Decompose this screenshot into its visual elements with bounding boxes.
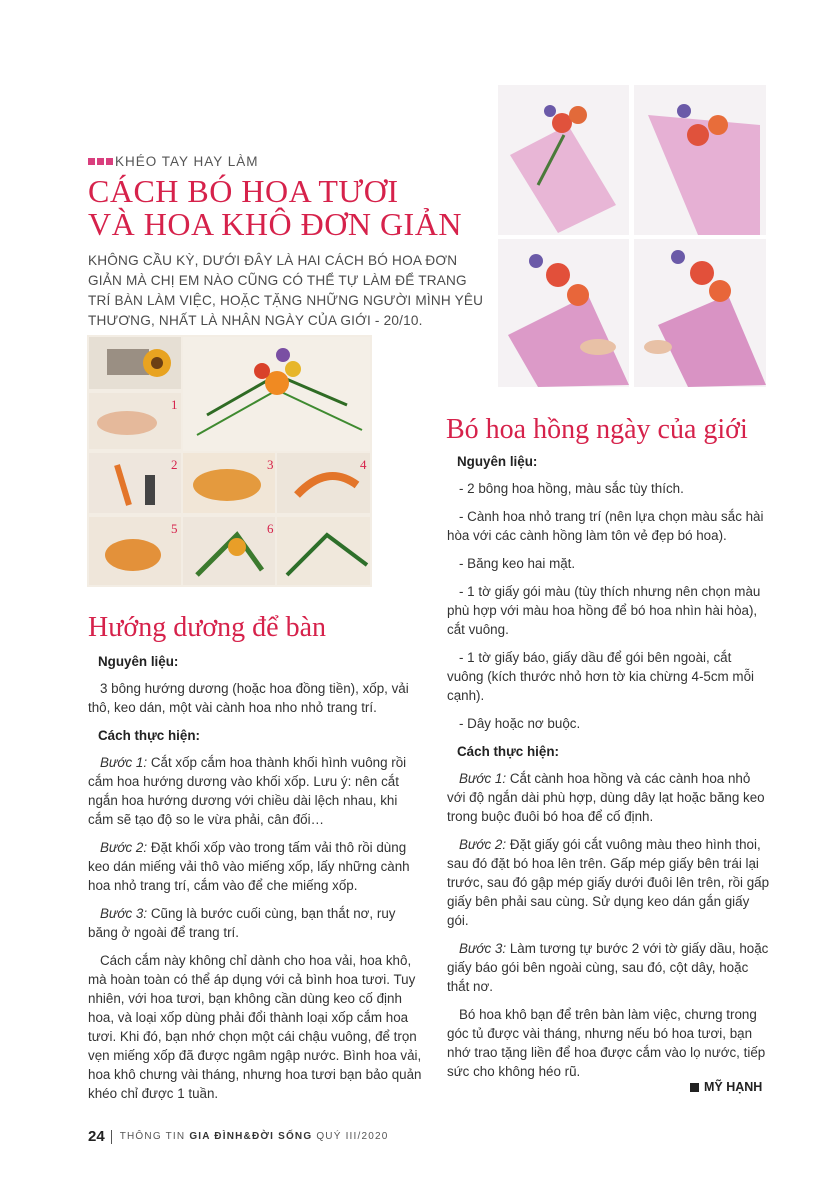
tag-square bbox=[97, 158, 104, 165]
rose-step-1 bbox=[447, 769, 770, 826]
sunflower-steps-photo bbox=[87, 335, 372, 587]
rose-method-label: Cách thực hiện: bbox=[457, 744, 559, 759]
step-label: Bước 3: bbox=[100, 906, 148, 921]
rose-item: - 2 bông hoa hồng, màu sắc tùy thích. bbox=[459, 481, 684, 496]
rose-step-2 bbox=[447, 835, 770, 930]
page-number: 24 bbox=[88, 1128, 105, 1145]
rose-bouquet-photo bbox=[498, 85, 766, 387]
step-number: 4 bbox=[360, 457, 367, 472]
step-text: Cũng là bước cuối cùng, bạn thắt nơ, ruy băng ở ngoài để trang trí. bbox=[88, 906, 396, 940]
sunflower-step-2 bbox=[88, 838, 426, 895]
article-title bbox=[88, 175, 488, 241]
step-label: Bước 1: bbox=[100, 755, 148, 770]
step-label: Bước 2: bbox=[100, 840, 148, 855]
author-name: MỸ HẠNH bbox=[704, 1080, 763, 1094]
rose-column bbox=[447, 452, 770, 1090]
step-text: Cắt xốp cắm hoa thành khối hình vuông rồi cắm hoa hướng dương vào khối xốp. Lưu ý: nên cắt ngắn hoa hướng dương với chiều dài lệch nhau, khi cắm sẽ tạo độ so le vừa phải, cân đối… bbox=[88, 755, 407, 827]
title-line-1: CÁCH BÓ HOA TƯƠI bbox=[88, 173, 399, 209]
footer-issue: QUÝ III/2020 bbox=[316, 1131, 389, 1142]
step-number: 5 bbox=[171, 521, 178, 536]
step-number: 2 bbox=[171, 457, 178, 472]
rose-item: - 1 tờ giấy gói màu (tùy thích nhưng nên chọn màu phù hợp với màu hoa hồng để bó hoa nhìn hài hòa), cắt vuông. bbox=[447, 584, 761, 637]
step-label: Bước 3: bbox=[459, 941, 507, 956]
section-label: KHÉO TAY HAY LÀM bbox=[115, 154, 259, 169]
step-label: Bước 2: bbox=[459, 837, 507, 852]
step-text: Đặt giấy gói cắt vuông màu theo hình thoi, sau đó đặt bó hoa lên trên. Gấp mép giấy bên trái lại trước, sau đó gập mép giấy dưới đuôi lên trên, rồi gấp giấy bên phải sau cùng. Sử dụng keo dán gắn giấy gói. bbox=[447, 837, 770, 928]
sunflower-method-label: Cách thực hiện: bbox=[98, 728, 200, 743]
intro-paragraph: KHÔNG CẦU KỲ, DƯỚI ĐÂY LÀ HAI CÁCH BÓ HOA ĐƠN GIẢN MÀ CHỊ EM NÀO CŨNG CÓ THỂ TỰ LÀM ĐỂ TRANG TRÍ BÀN LÀM VIỆC, HOẶC TẶNG NHỮNG NGƯỜI MÌNH YÊU THƯƠNG, NHẤT LÀ NHÂN NGÀY CỦA GIỚI - 20/10. bbox=[88, 253, 484, 328]
sunflower-materials-label: Nguyên liệu: bbox=[98, 654, 179, 669]
sunflower-column bbox=[88, 652, 426, 1112]
step-text: Đặt khối xốp vào trong tấm vải thô rồi dùng keo dán miếng vải thô vào miếng xốp, lấy những cành hoa nhỏ trang trí, cắm vào để che miếng xốp. bbox=[88, 840, 410, 893]
step-label: Bước 1: bbox=[459, 771, 507, 786]
rose-closing: Bó hoa khô bạn để trên bàn làm việc, chưng trong góc tủ được vài tháng, nhưng nếu bó hoa tươi, bạn nhớ trao tặng liền để hoa được cắm vào lọ nước, tiếp sức cho không héo rũ. bbox=[447, 1007, 766, 1079]
byline bbox=[690, 1080, 762, 1094]
footer-pre: THÔNG TIN bbox=[119, 1131, 186, 1142]
rose-heading: Bó hoa hồng ngày của giới bbox=[446, 414, 748, 445]
footer-divider bbox=[111, 1130, 112, 1144]
step-number: 6 bbox=[267, 521, 274, 536]
rose-item: - Băng keo hai mặt. bbox=[459, 556, 576, 571]
section-tag bbox=[88, 154, 259, 169]
footer-brand: GIA ĐÌNH&ĐỜI SỐNG bbox=[189, 1131, 313, 1142]
sunflower-closing: Cách cắm này không chỉ dành cho hoa vải, hoa khô, mà hoàn toàn có thể áp dụng với cả bình hoa tươi. Tuy nhiên, với hoa tươi, bạn không cần dùng keo cố định hoa, và loại xốp dùng phải đổi thành loại xốp cắm hoa tươi. Khi đó, bạn nhớ chọn một cái chậu vuông, để trọn vẹn miếng xốp đã được ngâm ngập nước. Bình hoa vải, hoa khô chưng vài tháng, nhưng hoa tươi bạn bảo quản khéo chỉ được 1 tuần. bbox=[88, 953, 422, 1101]
tag-square bbox=[106, 158, 113, 165]
rose-item: - Dây hoặc nơ buộc. bbox=[459, 716, 581, 731]
sunflower-step-3 bbox=[88, 904, 426, 942]
sunflower-step-1 bbox=[88, 753, 426, 829]
rose-item: - Cành hoa nhỏ trang trí (nên lựa chọn màu sắc hài hòa với các cành hồng làm tôn vẻ đẹp bó hoa). bbox=[447, 509, 764, 543]
byline-square-icon bbox=[690, 1083, 699, 1092]
rose-materials-label: Nguyên liệu: bbox=[457, 454, 538, 469]
page-footer bbox=[88, 1128, 389, 1145]
step-text: Làm tương tự bước 2 với tờ giấy dầu, hoặc giấy báo gói bên ngoài cùng, sau đó, cột dây, hoặc thắt nơ. bbox=[447, 941, 769, 994]
step-text: Cắt cành hoa hồng và các cành hoa nhỏ với độ ngắn dài phù hợp, dùng dây lạt hoặc băng keo trong buộc đuôi bó hoa để cố định. bbox=[447, 771, 765, 824]
step-number: 1 bbox=[171, 397, 178, 412]
title-line-2: VÀ HOA KHÔ ĐƠN GIẢN bbox=[88, 206, 462, 242]
step-number: 3 bbox=[267, 457, 274, 472]
sunflower-heading: Hướng dương để bàn bbox=[88, 612, 327, 643]
rose-step-3 bbox=[447, 939, 770, 996]
tag-square bbox=[88, 158, 95, 165]
sunflower-materials: 3 bông hướng dương (hoặc hoa đồng tiền), xốp, vải thô, keo dán, một vài cành hoa nho nhỏ trang trí. bbox=[88, 681, 409, 715]
rose-item: - 1 tờ giấy báo, giấy dầu để gói bên ngoài, cắt vuông (kích thước nhỏ hơn tờ kia chừng 4-5cm mỗi cạnh). bbox=[447, 650, 755, 703]
